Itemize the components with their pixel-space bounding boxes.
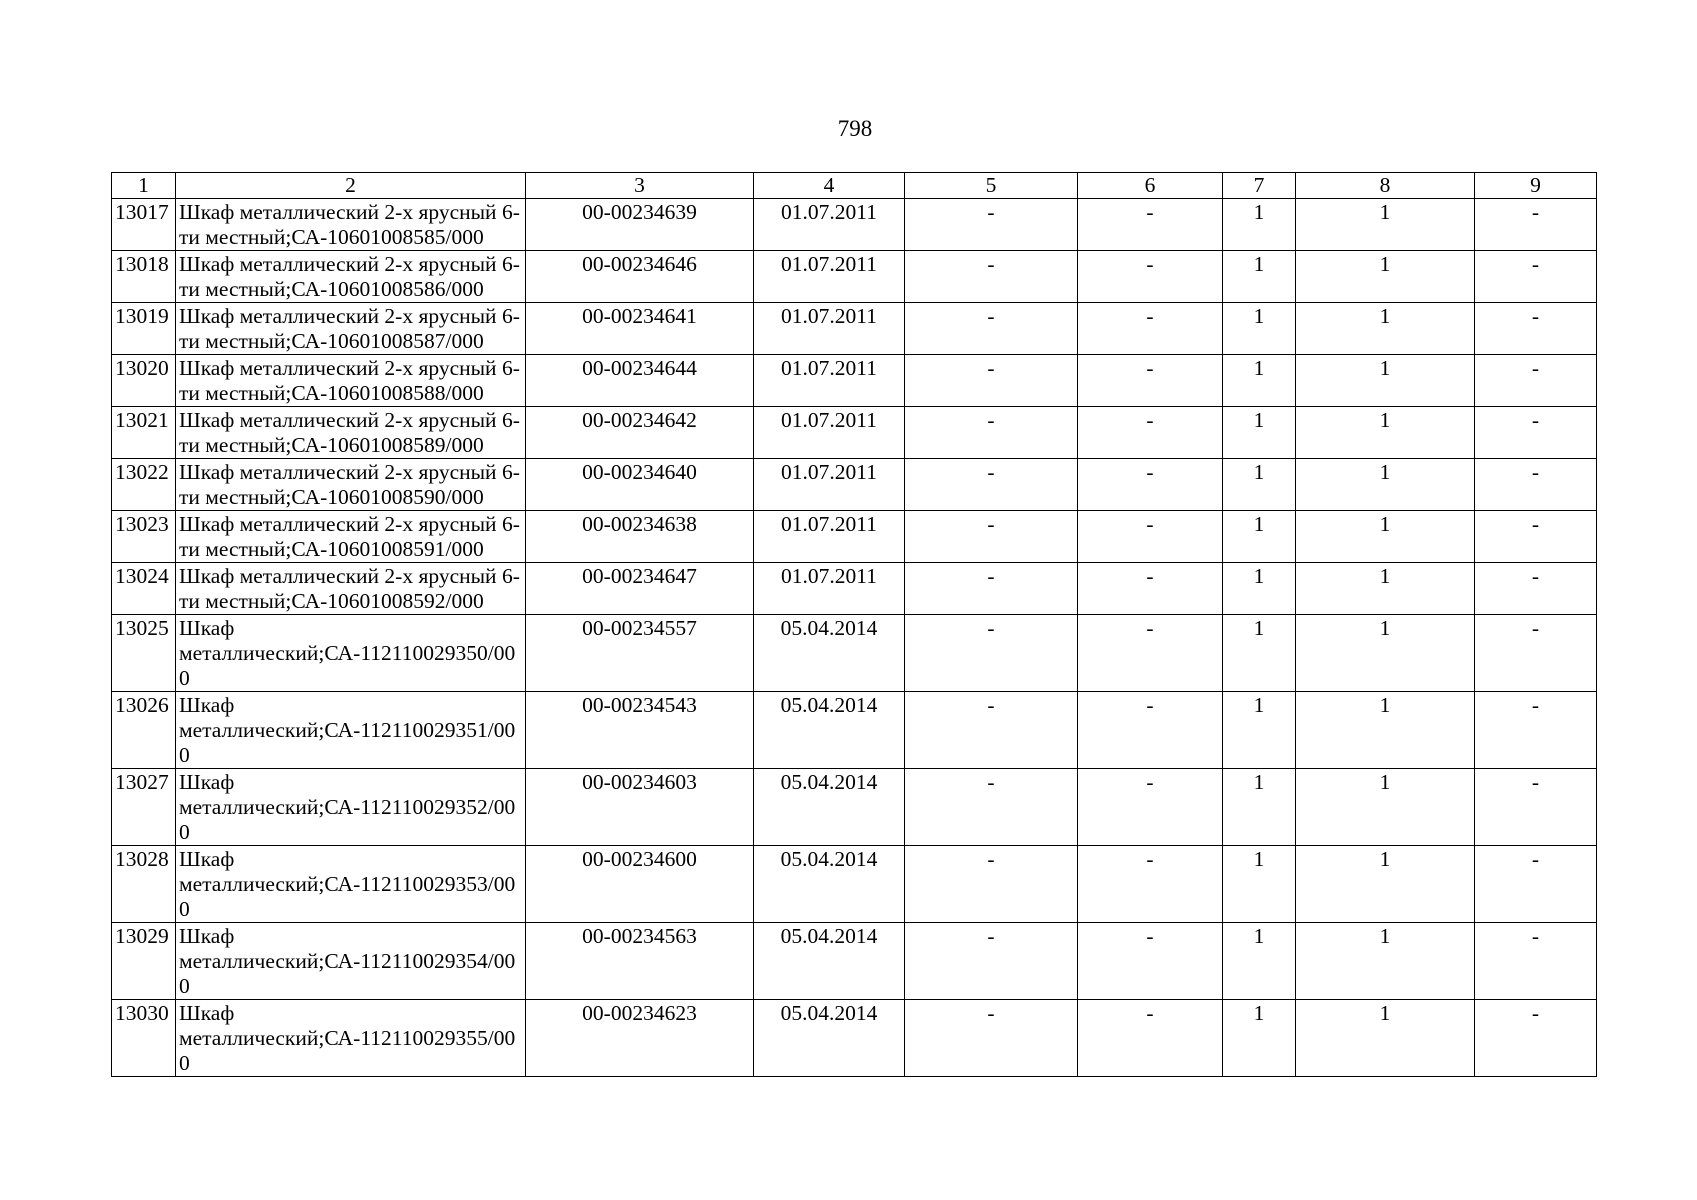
cell-date: 01.07.2011 [754,563,905,615]
cell-col8: 1 [1296,615,1475,692]
cell-name: Шкаф металлический;СА-112110029355/000 [176,1000,526,1077]
cell-col7: 1 [1223,692,1296,769]
cell-number: 13020 [112,355,176,407]
cell-col9: - [1475,511,1597,563]
cell-inventory-code: 00-00234641 [526,303,754,355]
cell-col5: - [905,769,1078,846]
cell-col8: 1 [1296,459,1475,511]
cell-inventory-code: 00-00234543 [526,692,754,769]
cell-col9: - [1475,199,1597,251]
cell-col7: 1 [1223,459,1296,511]
cell-date: 01.07.2011 [754,355,905,407]
cell-col7: 1 [1223,199,1296,251]
cell-col8: 1 [1296,407,1475,459]
table-row [112,769,1597,846]
cell-col7: 1 [1223,355,1296,407]
cell-name: Шкаф металлический;СА-112110029353/000 [176,846,526,923]
cell-date: 01.07.2011 [754,511,905,563]
table-row [112,923,1597,1000]
cell-number: 13017 [112,199,176,251]
table-row [112,615,1597,692]
cell-col7: 1 [1223,303,1296,355]
cell-name: Шкаф металлический 2-х ярусный 6-ти местный;СА-10601008588/000 [176,355,526,407]
cell-number: 13030 [112,1000,176,1077]
cell-name: Шкаф металлический;СА-112110029350/000 [176,615,526,692]
table-row [112,355,1597,407]
cell-col6: - [1078,459,1223,511]
cell-inventory-code: 00-00234623 [526,1000,754,1077]
cell-col9: - [1475,923,1597,1000]
cell-col6: - [1078,846,1223,923]
cell-inventory-code: 00-00234647 [526,563,754,615]
cell-date: 05.04.2014 [754,615,905,692]
cell-inventory-code: 00-00234557 [526,615,754,692]
cell-col9: - [1475,1000,1597,1077]
cell-col8: 1 [1296,355,1475,407]
cell-number: 13018 [112,251,176,303]
cell-col7: 1 [1223,511,1296,563]
cell-col6: - [1078,355,1223,407]
cell-col7: 1 [1223,615,1296,692]
cell-date: 01.07.2011 [754,459,905,511]
cell-number: 13022 [112,459,176,511]
cell-col5: - [905,511,1078,563]
cell-col5: - [905,303,1078,355]
cell-col7: 1 [1223,407,1296,459]
cell-col6: - [1078,251,1223,303]
column-header-1: 1 [112,173,176,199]
table-row [112,511,1597,563]
header-row [112,173,1597,199]
cell-number: 13027 [112,769,176,846]
cell-inventory-code: 00-00234600 [526,846,754,923]
cell-col5: - [905,459,1078,511]
table-row [112,199,1597,251]
cell-col8: 1 [1296,923,1475,1000]
cell-col8: 1 [1296,199,1475,251]
column-header-2: 2 [176,173,526,199]
cell-col7: 1 [1223,769,1296,846]
table-row [112,407,1597,459]
cell-col8: 1 [1296,769,1475,846]
column-header-5: 5 [905,173,1078,199]
cell-col8: 1 [1296,846,1475,923]
table-header [112,173,1597,199]
cell-col9: - [1475,769,1597,846]
cell-col5: - [905,251,1078,303]
cell-inventory-code: 00-00234563 [526,923,754,1000]
cell-date: 01.07.2011 [754,251,905,303]
column-header-4: 4 [754,173,905,199]
table-row [112,846,1597,923]
cell-name: Шкаф металлический;СА-112110029352/000 [176,769,526,846]
cell-col6: - [1078,1000,1223,1077]
cell-date: 01.07.2011 [754,199,905,251]
cell-col5: - [905,355,1078,407]
cell-date: 05.04.2014 [754,923,905,1000]
table-row [112,303,1597,355]
table-row [112,692,1597,769]
cell-col5: - [905,846,1078,923]
cell-name: Шкаф металлический 2-х ярусный 6-ти местный;СА-10601008589/000 [176,407,526,459]
cell-name: Шкаф металлический 2-х ярусный 6-ти местный;СА-10601008586/000 [176,251,526,303]
column-header-8: 8 [1296,173,1475,199]
cell-col8: 1 [1296,303,1475,355]
cell-number: 13025 [112,615,176,692]
cell-number: 13028 [112,846,176,923]
cell-date: 05.04.2014 [754,846,905,923]
cell-col5: - [905,563,1078,615]
cell-inventory-code: 00-00234642 [526,407,754,459]
cell-col6: - [1078,511,1223,563]
cell-inventory-code: 00-00234639 [526,199,754,251]
cell-col6: - [1078,692,1223,769]
cell-col8: 1 [1296,511,1475,563]
cell-col9: - [1475,459,1597,511]
cell-col9: - [1475,846,1597,923]
cell-col7: 1 [1223,923,1296,1000]
cell-col7: 1 [1223,846,1296,923]
table-row [112,563,1597,615]
table-row [112,251,1597,303]
cell-col9: - [1475,303,1597,355]
column-header-9: 9 [1475,173,1597,199]
inventory-table [111,172,1597,1077]
cell-date: 01.07.2011 [754,407,905,459]
cell-col6: - [1078,199,1223,251]
column-header-3: 3 [526,173,754,199]
cell-inventory-code: 00-00234603 [526,769,754,846]
cell-date: 01.07.2011 [754,303,905,355]
cell-number: 13023 [112,511,176,563]
cell-number: 13021 [112,407,176,459]
cell-date: 05.04.2014 [754,692,905,769]
cell-col7: 1 [1223,251,1296,303]
cell-col7: 1 [1223,1000,1296,1077]
cell-col9: - [1475,407,1597,459]
cell-col6: - [1078,563,1223,615]
cell-col7: 1 [1223,563,1296,615]
cell-col6: - [1078,769,1223,846]
cell-name: Шкаф металлический 2-х ярусный 6-ти местный;СА-10601008591/000 [176,511,526,563]
cell-col5: - [905,407,1078,459]
cell-col8: 1 [1296,1000,1475,1077]
cell-number: 13026 [112,692,176,769]
cell-col9: - [1475,615,1597,692]
cell-col8: 1 [1296,251,1475,303]
cell-name: Шкаф металлический 2-х ярусный 6-ти местный;СА-10601008587/000 [176,303,526,355]
cell-name: Шкаф металлический;СА-112110029351/000 [176,692,526,769]
cell-date: 05.04.2014 [754,769,905,846]
cell-col9: - [1475,251,1597,303]
cell-inventory-code: 00-00234640 [526,459,754,511]
cell-col6: - [1078,923,1223,1000]
cell-name: Шкаф металлический 2-х ярусный 6-ти местный;СА-10601008592/000 [176,563,526,615]
cell-col8: 1 [1296,692,1475,769]
cell-number: 13029 [112,923,176,1000]
cell-col8: 1 [1296,563,1475,615]
cell-col5: - [905,199,1078,251]
table-row [112,1000,1597,1077]
cell-name: Шкаф металлический;СА-112110029354/000 [176,923,526,1000]
cell-name: Шкаф металлический 2-х ярусный 6-ти местный;СА-10601008590/000 [176,459,526,511]
cell-col6: - [1078,407,1223,459]
cell-inventory-code: 00-00234638 [526,511,754,563]
table-row [112,459,1597,511]
cell-col5: - [905,923,1078,1000]
column-header-7: 7 [1223,173,1296,199]
cell-col9: - [1475,355,1597,407]
table-body [112,199,1597,1077]
page-number: 798 [837,116,873,141]
cell-col9: - [1475,563,1597,615]
cell-col5: - [905,1000,1078,1077]
cell-col5: - [905,692,1078,769]
cell-number: 13024 [112,563,176,615]
column-header-6: 6 [1078,173,1223,199]
cell-col6: - [1078,303,1223,355]
cell-date: 05.04.2014 [754,1000,905,1077]
cell-inventory-code: 00-00234646 [526,251,754,303]
cell-col5: - [905,615,1078,692]
cell-col9: - [1475,692,1597,769]
cell-name: Шкаф металлический 2-х ярусный 6-ти местный;СА-10601008585/000 [176,199,526,251]
cell-col6: - [1078,615,1223,692]
cell-inventory-code: 00-00234644 [526,355,754,407]
cell-number: 13019 [112,303,176,355]
